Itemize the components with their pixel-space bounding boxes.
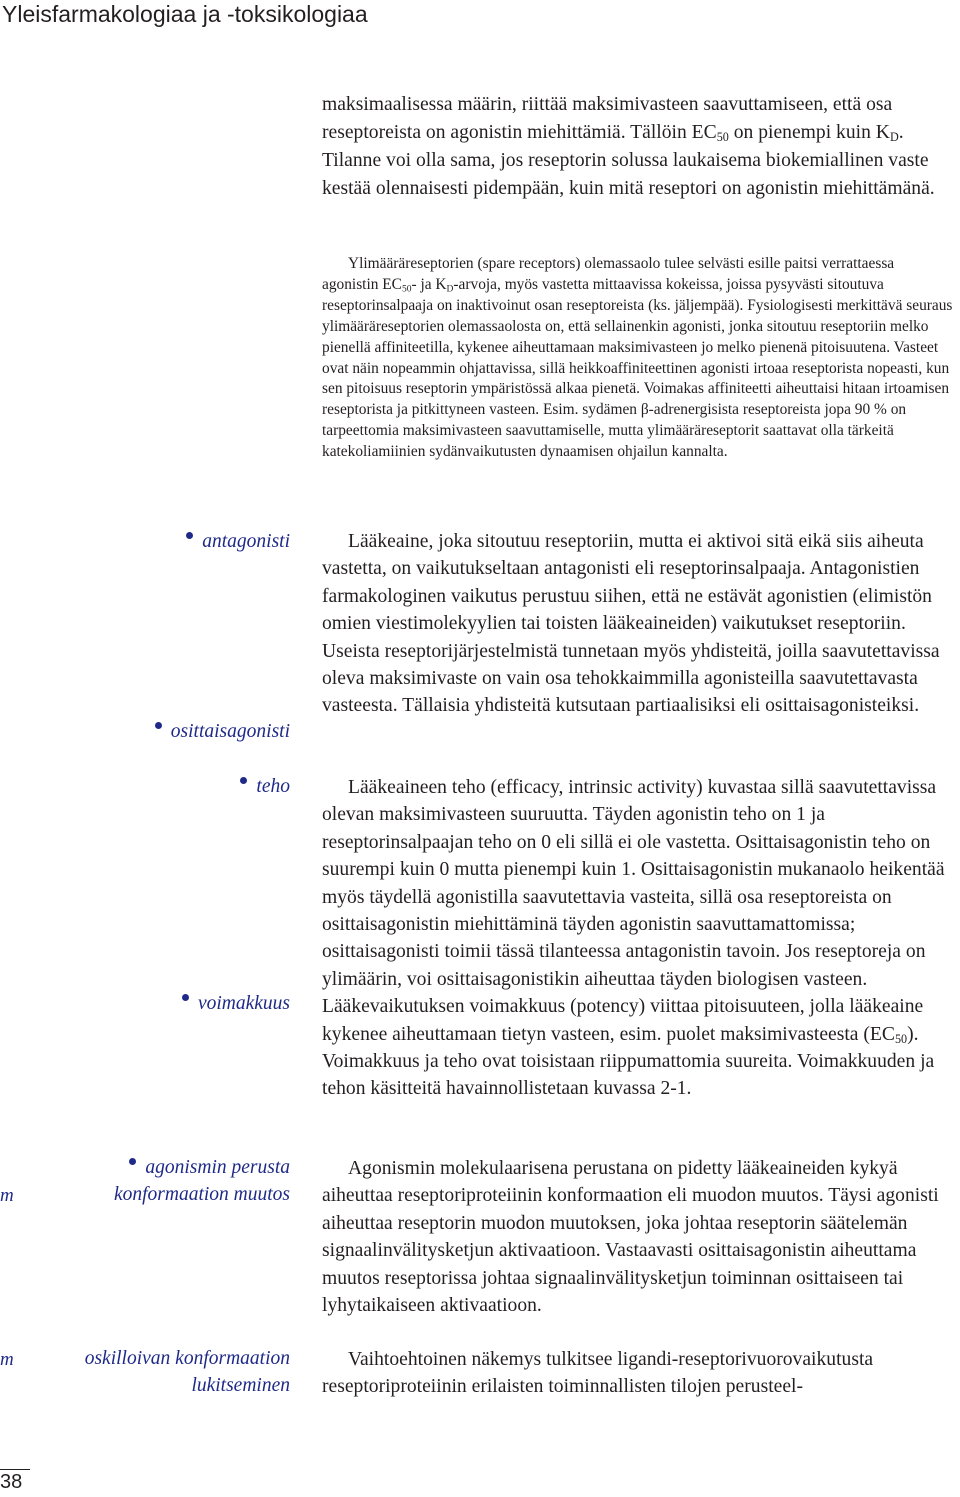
agonism-basis-paragraph: Agonismin molekulaarisena perustana on pidetty lääkeaineiden kykyä aiheuttaa reseptoriproteiinin konformaation eli muodon muutos. Täysi agonisti aiheuttaa reseptorin muodon muutoksen, joka johtaa reseptorin säätelemän signaalinvälitysketjun aktivaatioon. Vastaavasti osittaisagonistin aiheuttama muutos reseptorissa johtaa signaalinvälitysketjun toiminnan osittaiseen tai lyhytaikaiseen aktivaatioon. xyxy=(322,1158,939,1317)
margin-keyword-oskilloivan: oskilloivan konformaation xyxy=(84,1348,290,1369)
bullet-icon xyxy=(155,722,162,729)
margin-keyword-agonismin-perusta: agonismin perusta xyxy=(0,1154,290,1182)
margin-keyword-konformaation-muutos: konformaation muutos xyxy=(113,1184,290,1205)
margin-marker-m: m xyxy=(0,1349,14,1370)
margin-marker-m: m xyxy=(0,1185,14,1206)
efficacy-paragraph: Lääkeaineen teho (efficacy, intrinsic activity) kuvastaa sillä saavutettavissa olevan maksimivasteen suuruutta. Täyden agonistin teho on 1 ja reseptorinsalpaajan teho on 0 eli sillä ei ole vastetta. Osittaisagonistin teho on suurempi kuin 0 mutta pienempi kuin 1. Osittaisagonistin mukanaolo heikentää myös täydellä agonistilla saavutettavia vasteita, sillä osa reseptoreista on osittaisagonistin miehittäminä täyden agonistin saavuttamattomissa; osittaisagonisti toimii tässä tilanteessa antagonistin tavoin. Jos reseptoreja on ylimäärin, voi osittaisagonistikin aiheuttaa täyden biologisen vasteen. Lääkevaikutuksen voimakkuus (potency) viittaa pitoisuuteen, jolla lääkeaine kykenee aiheuttamaan tietyn vasteen, esim. puolet maksimivasteesta $(EC_{50})$. Voimakkuus ja teho ovat toisistaan riippumattomia suureita. Voimakkuuden ja tehon käsitteitä havainnollistetaan kuvassa 2-1. xyxy=(322,777,945,1100)
intro-paragraph: maksimaalisessa määrin, riittää maksimivasteen saavuttamiseen, että osa reseptoreista on agonistin miehittämiä. Tällöin $EC_{50}$ on pienempi kuin $K_D$. Tilanne voi olla sama, jos reseptorin solussa laukaisema biokemiallinen vaste kestää olennaisesti pidempään, kuin mitä reseptori on agonistin miehittämänä. xyxy=(322,94,935,199)
margin-keyword-osittaisagonisti: osittaisagonisti xyxy=(0,718,290,746)
page-number: 38 xyxy=(0,1471,23,1493)
bullet-icon xyxy=(240,777,247,784)
margin-keyword-lukitseminen: lukitseminen xyxy=(191,1375,290,1396)
spare-receptors-note: Ylimääräreseptorien (spare receptors) olemassaolo tulee selvästi esille paitsi verrattaessa agonistin $EC_{50}-$ ja $K_D$-arvoja, myös vastetta mittaavissa kokeissa, joissa pysyvästi sitoutuva reseptorinsalpaaja on inaktivoinut osan reseptoreista (ks. jäljempää). Fysiologisesti merkittävä seuraus ylimääräreseptorien olemassaolosta on, että sellainenkin agonisti, jonka sitoutuu reseptoriin melko pienellä affiniteetilla, kykenee aiheuttamaan maksimivasteen jo melko pienenä pitoisuutena. Vasteet ovat näin nopeammin ohjattavissa, sillä heikkoaffiniteettinen agonisti irtoaa reseptorista nopeasti, kun sen pitoisuus reseptorin ympäristössä alkaa pienetä. Voimakas affiniteetti aiheuttaisi hitaan irtoamisen reseptorista ja pitkittyneen vasteen. Esim. sydämen β-adrenergisista reseptoreista jopa 90 % on tarpeettomia maksimivasteen saavuttamiselle, mutta ylimääräreseptorit saattavat olla tärkeitä katekoliamiinien sydänvaikutusten dynaamisen ohjailun kannalta. xyxy=(322,255,953,461)
margin-keyword-voimakkuus: voimakkuus xyxy=(0,990,290,1018)
bullet-icon xyxy=(182,994,189,1001)
running-header: Yleisfarmakologiaa ja -toksikologiaa xyxy=(2,1,368,27)
alternative-view-paragraph: Vaihtoehtoinen näkemys tulkitsee ligandi-reseptorivuorovaikutusta reseptoriproteiinin erilaisten toiminnallisten tilojen perusteel- xyxy=(322,1349,874,1398)
margin-keyword-antagonisti: antagonisti xyxy=(0,528,290,556)
antagonist-paragraph: Lääkeaine, joka sitoutuu reseptoriin, mutta ei aktivoi sitä eikä siis aiheuta vastetta, on vaikutukseltaan antagonisti eli reseptorinsalpaaja. Antagonistien farmakologinen vaikutus perustuu siihen, että ne estävät agonistien (elimistön omien viestimolekyylien tai toisten lääkeaineiden) vaikutukset reseptoriin. Useista reseptorijärjestelmistä tunnetaan myös yhdisteitä, joilla saavutettavissa oleva maksimivaste on vain osa tehokkaimmilla agonisteilla saavutettavasta vasteesta. Tällaisia yhdisteitä kutsutaan partiaalisiksi eli osittaisagonisteiksi. xyxy=(322,531,940,717)
bullet-icon xyxy=(186,532,193,539)
bullet-icon xyxy=(129,1158,136,1165)
margin-keyword-teho: teho xyxy=(0,773,290,801)
